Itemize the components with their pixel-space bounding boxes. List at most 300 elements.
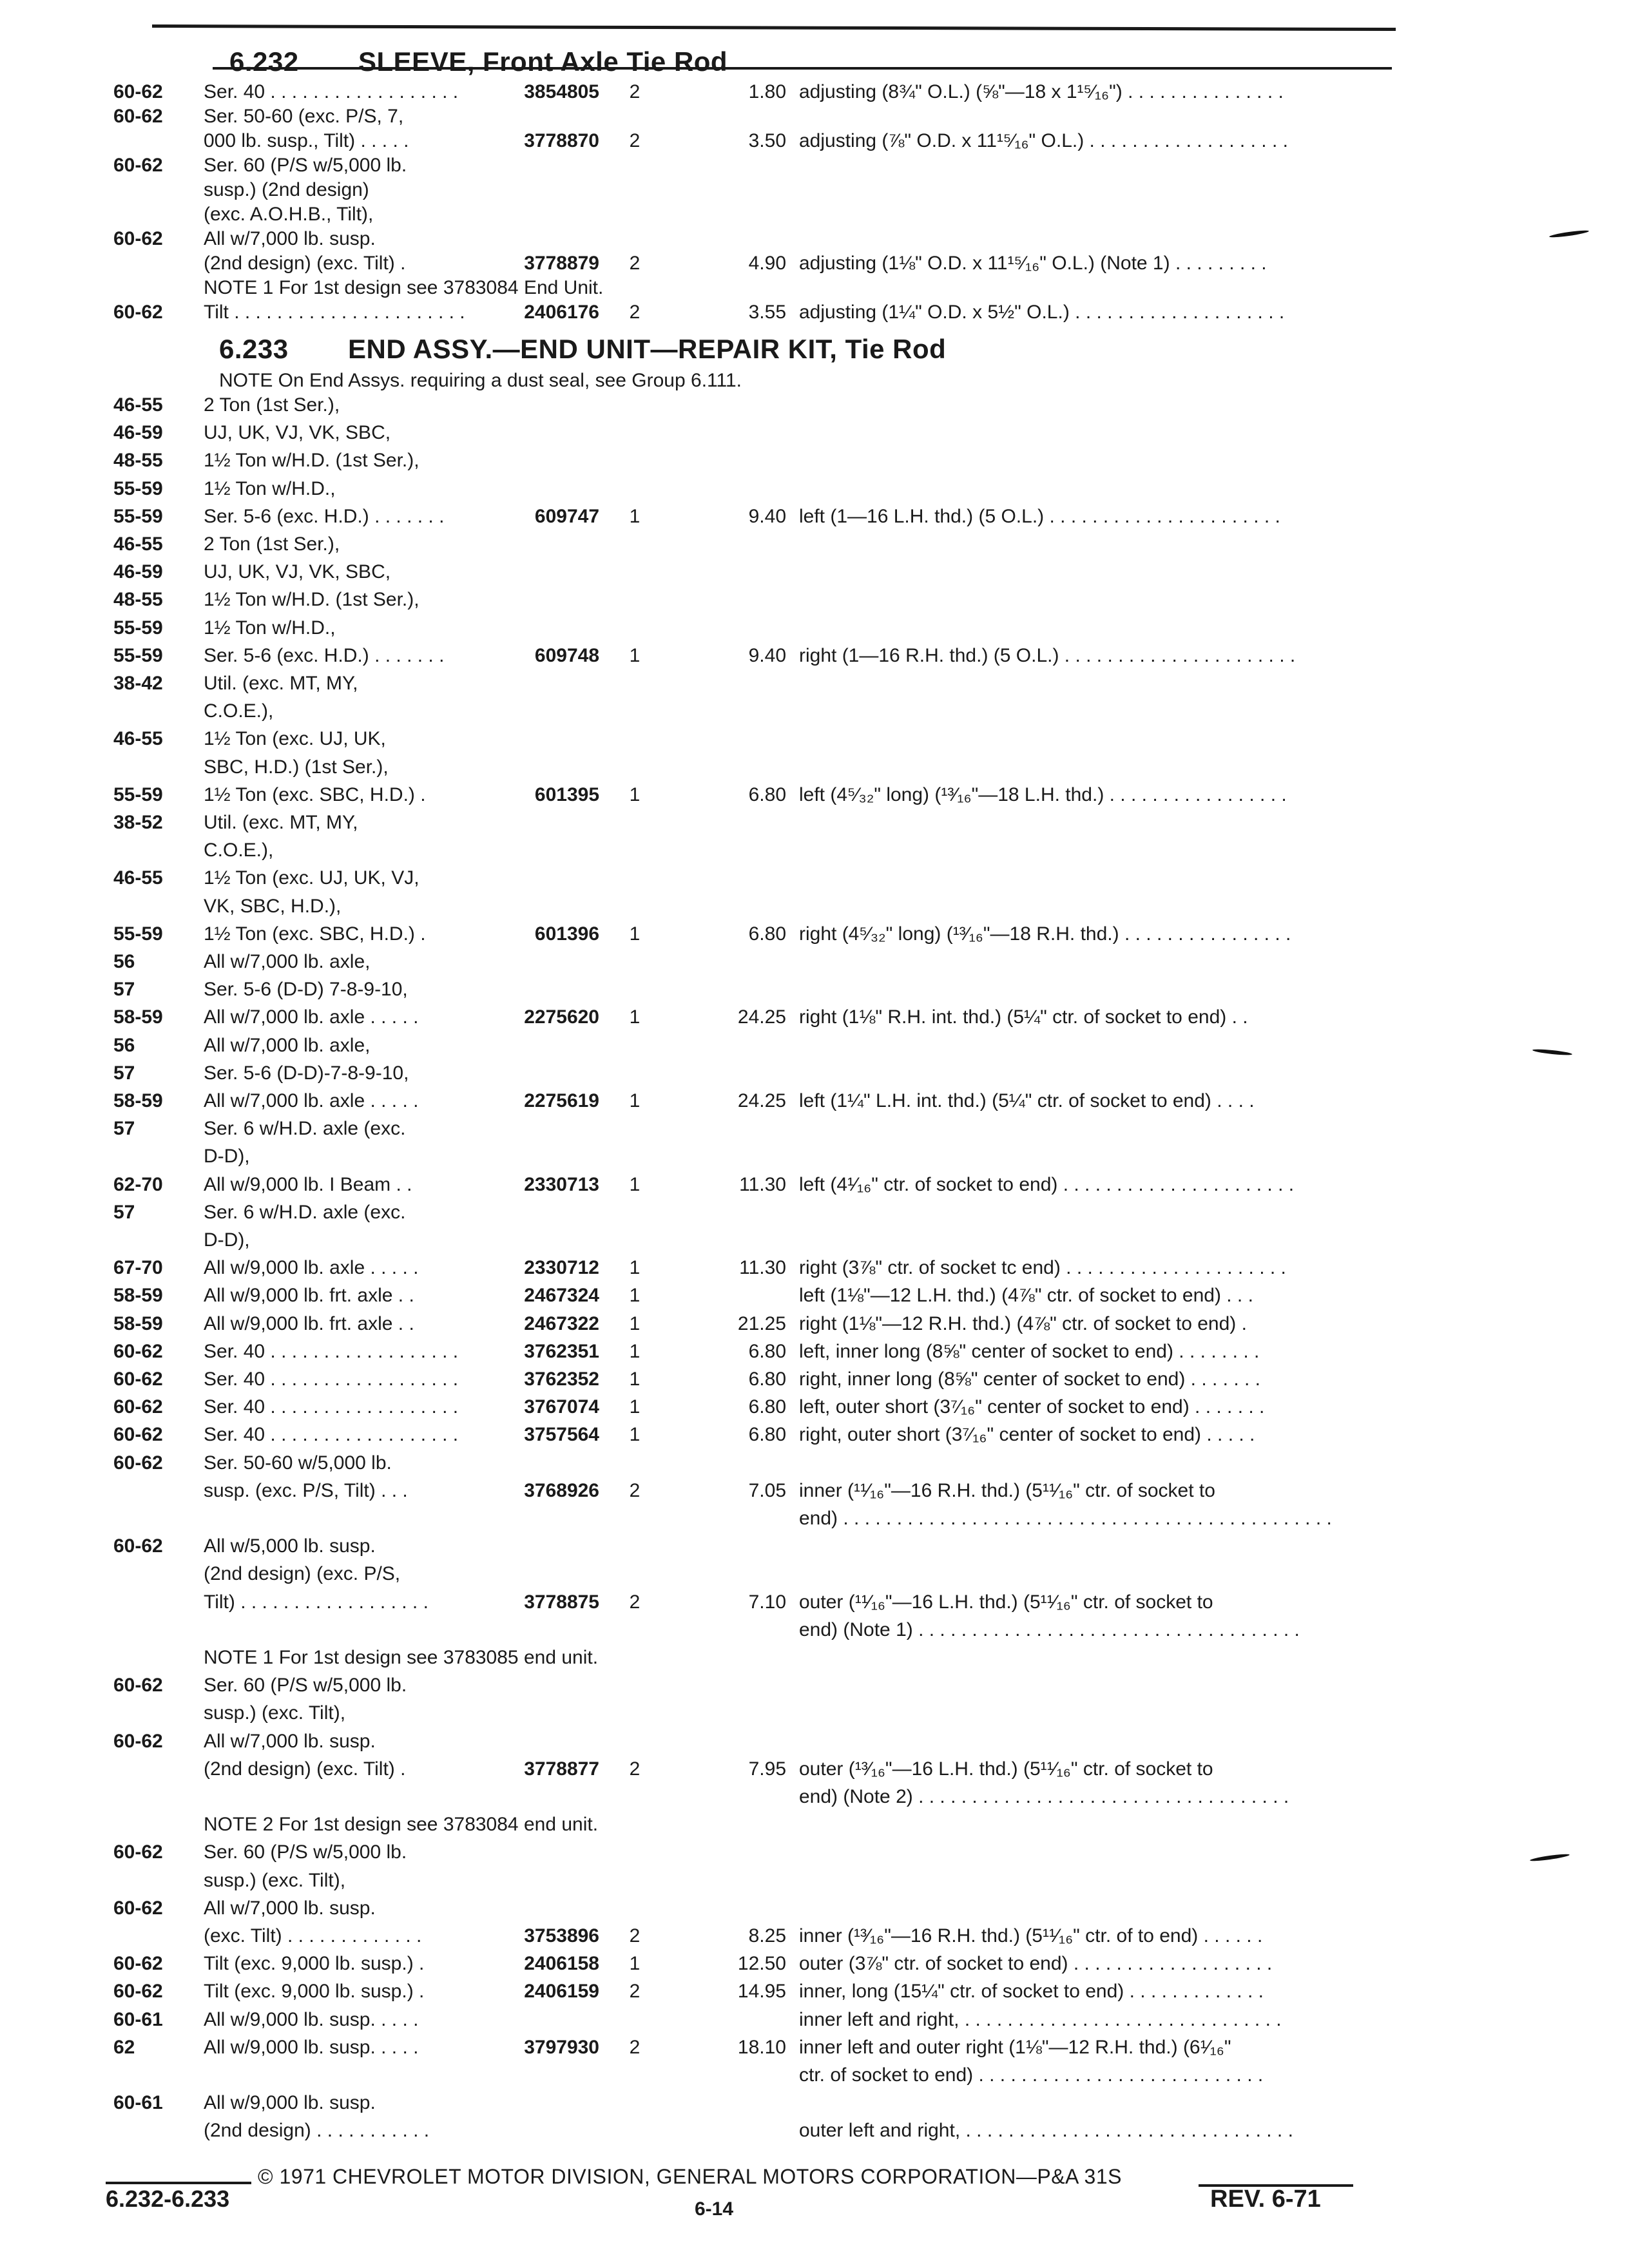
model-years: 55-59: [113, 505, 163, 527]
model-years: 56: [113, 1034, 135, 1056]
application: Ser. 50-60 w/5,000 lb.: [204, 1452, 392, 1474]
parts-row: [0, 1006, 1629, 1028]
application: Ser. 5-6 (D-D)-7-8-9-10,: [204, 1062, 409, 1084]
parts-row: [0, 1508, 1629, 1530]
price: 24.25: [737, 1090, 786, 1111]
part-number: 2406176: [524, 302, 599, 323]
parts-row: [0, 253, 1629, 274]
part-number: 3778875: [524, 1591, 599, 1613]
application: susp.) (exc. Tilt),: [204, 1869, 346, 1891]
price: 4.90: [748, 253, 786, 274]
parts-row: [0, 533, 1629, 555]
model-years: 57: [113, 979, 135, 1001]
application: 1½ Ton w/H.D. (1st Ser.),: [204, 589, 419, 611]
model-years: 60-62: [113, 1424, 163, 1446]
quantity: 2: [629, 1758, 641, 1780]
application: Ser. 50-60 (exc. P/S, 7,: [204, 106, 404, 127]
application: D-D),: [204, 1146, 250, 1168]
model-years: 58-59: [113, 1285, 163, 1307]
model-years: 57: [113, 1201, 135, 1223]
parts-row: [0, 179, 1629, 201]
quantity: 1: [629, 1424, 641, 1446]
model-years: 57: [113, 1062, 135, 1084]
description: left, inner long (8⅝" center of socket to end) . . . . . . . .: [799, 1340, 1260, 1362]
application: All w/7,000 lb. axle,: [204, 951, 371, 972]
description: left (4¹⁄₁₆" ctr. of socket to end) . . . . . . . . . . . . . . . . . . . . . .: [799, 1173, 1295, 1195]
parts-row: [0, 1981, 1629, 2003]
application: All w/9,000 lb. susp. . . . .: [204, 2008, 419, 2030]
quantity: 1: [629, 1312, 641, 1334]
model-years: 55-59: [113, 617, 163, 639]
description: end) (Note 1) . . . . . . . . . . . . . . . . . . . . . . . . . . . . . . . . . . . .: [799, 1619, 1300, 1640]
model-years: 60-62: [113, 1981, 163, 2003]
part-number: 601395: [534, 783, 599, 805]
description: right (1⅛"—12 R.H. thd.) (4⅞" ctr. of socket to end) .: [799, 1312, 1247, 1334]
parts-row: [0, 1953, 1629, 1975]
price: 9.40: [748, 505, 786, 527]
top-rule: [152, 24, 1396, 31]
description: inner left and right, . . . . . . . . . . . . . . . . . . . . . . . . . . . . . .: [799, 2008, 1282, 2030]
part-number: 3797930: [524, 2036, 599, 2058]
application: (exc. Tilt) . . . . . . . . . . . . .: [204, 1925, 422, 1946]
application: NOTE 1 For 1st design see 3783085 end unit.: [204, 1647, 599, 1668]
parts-row: [0, 1285, 1629, 1307]
part-number: 3768926: [524, 1479, 599, 1501]
parts-row: [0, 1814, 1629, 1836]
section-heading-6-233: [219, 334, 946, 365]
application: All w/9,000 lb. frt. axle . .: [204, 1285, 414, 1307]
price: 3.55: [748, 302, 786, 323]
application: All w/7,000 lb. susp.: [204, 1897, 376, 1919]
model-years: 58-59: [113, 1006, 163, 1028]
model-years: 60-62: [113, 1396, 163, 1418]
application: UJ, UK, VJ, VK, SBC,: [204, 561, 391, 583]
parts-row: [0, 1229, 1629, 1251]
parts-row: [0, 951, 1629, 973]
application: SBC, H.D.) (1st Ser.),: [204, 756, 389, 778]
parts-row: [0, 1758, 1629, 1780]
description: left (4⁵⁄₃₂" long) (¹³⁄₁₆"—18 L.H. thd.) . . . . . . . . . . . . . . . . .: [799, 783, 1287, 805]
application: susp.) (2nd design): [204, 179, 369, 200]
price: 7.95: [748, 1758, 786, 1780]
application: Tilt . . . . . . . . . . . . . . . . . . . . . .: [204, 302, 465, 323]
parts-row: [0, 1396, 1629, 1418]
copyright-line: © 1971 CHEVROLET MOTOR DIVISION, GENERAL MOTORS CORPORATION—P&A 31S: [258, 2165, 1122, 2188]
application: Ser. 40 . . . . . . . . . . . . . . . . . .: [204, 1369, 459, 1390]
application: Ser. 60 (P/S w/5,000 lb.: [204, 1675, 407, 1696]
price: 1.80: [748, 81, 786, 102]
part-number: 3778877: [524, 1758, 599, 1780]
application: Ser. 40 . . . . . . . . . . . . . . . . . .: [204, 1396, 459, 1418]
parts-row: [0, 812, 1629, 834]
description: left (1⅛"—12 L.H. thd.) (4⅞" ctr. of socket to end) . . .: [799, 1285, 1253, 1307]
model-years: 62: [113, 2036, 135, 2058]
price: 6.80: [748, 1340, 786, 1362]
model-years: 60-61: [113, 2008, 163, 2030]
parts-row: [0, 155, 1629, 177]
quantity: 2: [629, 2036, 641, 2058]
application: Tilt (exc. 9,000 lb. susp.) .: [204, 1953, 425, 1975]
description: outer (¹³⁄₁₆"—16 L.H. thd.) (5¹¹⁄₁₆" ctr. of socket to: [799, 1758, 1213, 1780]
parts-row: [0, 645, 1629, 667]
part-number: 609747: [534, 505, 599, 527]
price: 3.50: [748, 130, 786, 151]
price: 6.80: [748, 1369, 786, 1390]
description: adjusting (8¾" O.L.) (⅝"—18 x 1¹⁵⁄₁₆") . . . . . . . . . . . . . . .: [799, 81, 1284, 102]
model-years: 58-59: [113, 1090, 163, 1111]
parts-row: [0, 2120, 1629, 2142]
application: 1½ Ton (exc. SBC, H.D.) .: [204, 923, 426, 945]
parts-row: [0, 923, 1629, 945]
footer-rule-left: [106, 2182, 251, 2184]
part-number: 2275619: [524, 1090, 599, 1111]
quantity: 1: [629, 1953, 641, 1975]
parts-row: [0, 1174, 1629, 1196]
model-years: 60-62: [113, 1452, 163, 1474]
application: Tilt) . . . . . . . . . . . . . . . . . .: [204, 1591, 429, 1613]
parts-row: [0, 130, 1629, 152]
quantity: 2: [629, 1479, 641, 1501]
application: All w/9,000 lb. axle . . . . .: [204, 1257, 419, 1279]
parts-row: [0, 2009, 1629, 2031]
application: UJ, UK, VJ, VK, SBC,: [204, 422, 391, 444]
model-years: 48-55: [113, 450, 163, 472]
parts-row: [0, 840, 1629, 861]
model-years: 55-59: [113, 783, 163, 805]
part-number: 2406158: [524, 1953, 599, 1975]
price: 12.50: [737, 1953, 786, 1975]
description: right (1—16 R.H. thd.) (5 O.L.) . . . . . . . . . . . . . . . . . . . . . .: [799, 644, 1296, 666]
part-number: 2467324: [524, 1285, 599, 1307]
description: ctr. of socket to end) . . . . . . . . . . . . . . . . . . . . . . . . . . .: [799, 2064, 1264, 2086]
description: inner (¹¹⁄₁₆"—16 R.H. thd.) (5¹¹⁄₁₆" ctr. of socket to: [799, 1479, 1215, 1501]
application: All w/7,000 lb. susp.: [204, 1730, 376, 1752]
model-years: 46-55: [113, 867, 163, 889]
parts-row: [0, 106, 1629, 128]
parts-row: [0, 1313, 1629, 1335]
parts-row: [0, 1341, 1629, 1363]
model-years: 60-62: [113, 106, 163, 127]
price: 6.80: [748, 1424, 786, 1446]
parts-row: [0, 2037, 1629, 2059]
description: left (1—16 L.H. thd.) (5 O.L.) . . . . . . . . . . . . . . . . . . . . . .: [799, 505, 1280, 527]
model-years: 60-62: [113, 155, 163, 176]
description: left (1¼" L.H. int. thd.) (5¼" ctr. of socket to end) . . . .: [799, 1090, 1255, 1111]
application: Ser. 60 (P/S w/5,000 lb.: [204, 155, 407, 176]
parts-row: [0, 784, 1629, 806]
price: 14.95: [737, 1981, 786, 2003]
section-heading-6-232: [229, 46, 728, 77]
description: right (1⅛" R.H. int. thd.) (5¼" ctr. of socket to end) . .: [799, 1006, 1248, 1028]
application: Ser. 40 . . . . . . . . . . . . . . . . . .: [204, 1340, 459, 1362]
application: D-D),: [204, 1229, 250, 1251]
application: Tilt (exc. 9,000 lb. susp.) .: [204, 1981, 425, 2003]
price: 6.80: [748, 1396, 786, 1418]
application: Ser. 5-6 (exc. H.D.) . . . . . . .: [204, 505, 445, 527]
model-years: 60-62: [113, 1675, 163, 1696]
quantity: 1: [629, 1285, 641, 1307]
description: inner (¹³⁄₁₆"—16 R.H. thd.) (5¹¹⁄₁₆" ctr. of to end) . . . . . .: [799, 1925, 1263, 1946]
section-reference: 6.232-6.233: [106, 2186, 230, 2212]
price: 7.10: [748, 1591, 786, 1613]
part-number: 2330713: [524, 1173, 599, 1195]
part-number: 3778879: [524, 253, 599, 274]
part-number: 2275620: [524, 1006, 599, 1028]
price: 21.25: [737, 1312, 786, 1334]
price: 9.40: [748, 644, 786, 666]
quantity: 1: [629, 1369, 641, 1390]
application: 1½ Ton w/H.D. (1st Ser.),: [204, 450, 419, 472]
quantity: 1: [629, 644, 641, 666]
quantity: 2: [629, 253, 641, 274]
application: All w/9,000 lb. susp. . . . .: [204, 2036, 419, 2058]
price: 6.80: [748, 783, 786, 805]
application: Util. (exc. MT, MY,: [204, 812, 358, 833]
parts-row: [0, 277, 1629, 299]
description: adjusting (1⅛" O.D. x 11¹⁵⁄₁₆" O.L.) (Note 1) . . . . . . . . .: [799, 253, 1267, 274]
application: 2 Ton (1st Ser.),: [204, 394, 340, 416]
parts-row: [0, 422, 1629, 444]
part-number: 3767074: [524, 1396, 599, 1418]
application: (2nd design) (exc. Tilt) .: [204, 253, 406, 274]
description: outer (¹¹⁄₁₆"—16 L.H. thd.) (5¹¹⁄₁₆" ctr. of socket to: [799, 1591, 1213, 1613]
parts-row: [0, 561, 1629, 583]
model-years: 38-52: [113, 812, 163, 833]
application: Ser. 40 . . . . . . . . . . . . . . . . . .: [204, 81, 459, 102]
model-years: 55-59: [113, 644, 163, 666]
description: right, inner long (8⅝" center of socket to end) . . . . . . .: [799, 1369, 1261, 1390]
application: All w/7,000 lb. axle . . . . .: [204, 1090, 419, 1111]
application: 000 lb. susp., Tilt) . . . . .: [204, 130, 409, 151]
parts-row: [0, 1702, 1629, 1724]
parts-row: [0, 1062, 1629, 1084]
application: C.O.E.),: [204, 700, 274, 722]
model-years: 56: [113, 951, 135, 972]
part-number: 2330712: [524, 1257, 599, 1279]
application: All w/7,000 lb. susp.: [204, 228, 376, 249]
description: outer (3⅞" ctr. of socket to end) . . . . . . . . . . . . . . . . . . .: [799, 1953, 1273, 1975]
parts-row: [0, 81, 1629, 103]
parts-row: [0, 1786, 1629, 1808]
application: All w/9,000 lb. frt. axle . .: [204, 1312, 414, 1334]
model-years: 60-62: [113, 81, 163, 102]
application: NOTE 1 For 1st design see 3783084 End Unit.: [204, 277, 604, 298]
application: All w/5,000 lb. susp.: [204, 1535, 376, 1557]
parts-row: [0, 896, 1629, 918]
model-years: 60-62: [113, 1340, 163, 1362]
parts-row: [0, 617, 1629, 639]
parts-row: [0, 1257, 1629, 1279]
quantity: 2: [629, 81, 641, 102]
model-years: 62-70: [113, 1173, 163, 1195]
parts-row: [0, 1619, 1629, 1641]
quantity: 1: [629, 1173, 641, 1195]
page-number: 6-14: [695, 2198, 734, 2220]
parts-row: [0, 756, 1629, 778]
application: Ser. 5-6 (exc. H.D.) . . . . . . .: [204, 644, 445, 666]
parts-row: [0, 394, 1629, 416]
quantity: 1: [629, 1257, 641, 1279]
section-title: END ASSY.—END UNIT—REPAIR KIT, Tie Rod: [348, 334, 947, 364]
application: susp.) (exc. Tilt),: [204, 1702, 346, 1724]
application: 1½ Ton w/H.D.,: [204, 617, 336, 639]
description: right, outer short (3⁷⁄₁₆" center of socket to end) . . . . .: [799, 1424, 1255, 1446]
model-years: 60-62: [113, 1841, 163, 1863]
application: (exc. A.O.H.B., Tilt),: [204, 204, 374, 225]
description: outer left and right, . . . . . . . . . . . . . . . . . . . . . . . . . . . . . . .: [799, 2120, 1293, 2142]
application: Ser. 6 w/H.D. axle (exc.: [204, 1201, 406, 1223]
application: (2nd design) (exc. Tilt) .: [204, 1758, 406, 1780]
part-number: 2467322: [524, 1312, 599, 1334]
quantity: 1: [629, 1340, 641, 1362]
description: inner, long (15¼" ctr. of socket to end) . . . . . . . . . . . . .: [799, 1981, 1264, 2003]
description: right (4⁵⁄₃₂" long) (¹³⁄₁₆"—18 R.H. thd.) . . . . . . . . . . . . . . . .: [799, 923, 1291, 945]
model-years: 46-55: [113, 533, 163, 555]
quantity: 1: [629, 783, 641, 805]
parts-row: [0, 506, 1629, 528]
part-number: 601396: [534, 923, 599, 945]
quantity: 1: [629, 1090, 641, 1111]
part-number: 3762352: [524, 1369, 599, 1390]
quantity: 1: [629, 1006, 641, 1028]
application: NOTE 2 For 1st design see 3783084 end unit.: [204, 1814, 599, 1836]
parts-row: [0, 2092, 1629, 2114]
application: susp. (exc. P/S, Tilt) . . .: [204, 1479, 408, 1501]
parts-row: [0, 1675, 1629, 1696]
part-number: 3778870: [524, 130, 599, 151]
parts-row: [0, 867, 1629, 889]
model-years: 60-62: [113, 1369, 163, 1390]
parts-row: [0, 1035, 1629, 1057]
model-years: 46-59: [113, 422, 163, 444]
model-years: 46-55: [113, 394, 163, 416]
application: Ser. 60 (P/S w/5,000 lb.: [204, 1841, 407, 1863]
price: 8.25: [748, 1925, 786, 1946]
parts-row: [0, 1898, 1629, 1919]
application: (2nd design) . . . . . . . . . . .: [204, 2120, 430, 2142]
model-years: 60-62: [113, 302, 163, 323]
application: Ser. 40 . . . . . . . . . . . . . . . . . .: [204, 1424, 459, 1446]
application: All w/9,000 lb. I Beam . .: [204, 1173, 412, 1195]
parts-row: [0, 1841, 1629, 1863]
description: left, outer short (3⁷⁄₁₆" center of socket to end) . . . . . . .: [799, 1396, 1265, 1418]
parts-row: [0, 1870, 1629, 1892]
section-title: SLEEVE, Front Axle Tie Rod: [358, 46, 728, 77]
quantity: 2: [629, 1981, 641, 2003]
application: 1½ Ton (exc. UJ, UK, VJ,: [204, 867, 419, 889]
quantity: 2: [629, 1591, 641, 1613]
parts-row: [0, 204, 1629, 226]
parts-row: [0, 700, 1629, 722]
application: All w/7,000 lb. axle . . . . .: [204, 1006, 419, 1028]
parts-row: [0, 302, 1629, 323]
application: 1½ Ton w/H.D.,: [204, 477, 336, 499]
quantity: 1: [629, 505, 641, 527]
parts-row: [0, 1731, 1629, 1753]
application: All w/9,000 lb. susp.: [204, 2092, 376, 2114]
dust-seal-note: NOTE On End Assys. requiring a dust seal, see Group 6.111.: [219, 370, 742, 391]
part-number: 3753896: [524, 1925, 599, 1946]
application: 1½ Ton (exc. SBC, H.D.) .: [204, 783, 426, 805]
application: Ser. 6 w/H.D. axle (exc.: [204, 1118, 406, 1140]
parts-row: [0, 1452, 1629, 1474]
parts-row: [0, 1202, 1629, 1224]
model-years: 38-42: [113, 673, 163, 694]
parts-row: [0, 1146, 1629, 1168]
quantity: 1: [629, 1396, 641, 1418]
price: 24.25: [737, 1006, 786, 1028]
application: (2nd design) (exc. P/S,: [204, 1563, 401, 1585]
model-years: 57: [113, 1118, 135, 1140]
application: 2 Ton (1st Ser.),: [204, 533, 340, 555]
model-years: 60-61: [113, 2092, 163, 2114]
parts-row: [0, 228, 1629, 250]
price: 11.30: [739, 1173, 786, 1195]
section-number: 6.232: [229, 46, 299, 77]
part-number: 609748: [534, 644, 599, 666]
parts-row: [0, 450, 1629, 472]
model-years: 60-62: [113, 1730, 163, 1752]
section-number: 6.233: [219, 334, 289, 364]
application: All w/7,000 lb. axle,: [204, 1034, 371, 1056]
model-years: 67-70: [113, 1257, 163, 1279]
description: adjusting (1¼" O.D. x 5½" O.L.) . . . . . . . . . . . . . . . . . . . .: [799, 302, 1285, 323]
application: Ser. 5-6 (D-D) 7-8-9-10,: [204, 979, 408, 1001]
part-number: 3762351: [524, 1340, 599, 1362]
application: 1½ Ton (exc. UJ, UK,: [204, 728, 386, 750]
model-years: 60-62: [113, 228, 163, 249]
model-years: 46-59: [113, 561, 163, 583]
description: end) (Note 2) . . . . . . . . . . . . . . . . . . . . . . . . . . . . . . . . . . .: [799, 1786, 1289, 1807]
application: Util. (exc. MT, MY,: [204, 673, 358, 694]
model-years: 58-59: [113, 1312, 163, 1334]
part-number: 2406159: [524, 1981, 599, 2003]
parts-row: [0, 1118, 1629, 1140]
parts-row: [0, 478, 1629, 500]
description: adjusting (⅞" O.D. x 11¹⁵⁄₁₆" O.L.) . . . . . . . . . . . . . . . . . . .: [799, 130, 1288, 151]
parts-row: [0, 1925, 1629, 1947]
parts-row: [0, 1090, 1629, 1112]
model-years: 60-62: [113, 1535, 163, 1557]
price: 7.05: [748, 1479, 786, 1501]
quantity: 1: [629, 923, 641, 945]
model-years: 60-62: [113, 1897, 163, 1919]
quantity: 2: [629, 1925, 641, 1946]
revision-label: REV. 6-71: [1210, 2186, 1321, 2213]
model-years: 55-59: [113, 923, 163, 945]
parts-row: [0, 673, 1629, 695]
part-number: 3757564: [524, 1424, 599, 1446]
price: 11.30: [739, 1257, 786, 1279]
model-years: 60-62: [113, 1953, 163, 1975]
model-years: 48-55: [113, 589, 163, 611]
application: C.O.E.),: [204, 840, 274, 861]
parts-row: [0, 979, 1629, 1001]
parts-row: [0, 589, 1629, 611]
parts-row: [0, 2064, 1629, 2086]
price: 6.80: [748, 923, 786, 945]
price: 18.10: [737, 2036, 786, 2058]
application: VK, SBC, H.D.),: [204, 895, 342, 917]
description: right (3⅞" ctr. of socket tc end) . . . . . . . . . . . . . . . . . . . . .: [799, 1257, 1286, 1279]
quantity: 2: [629, 302, 641, 323]
parts-row: [0, 1591, 1629, 1613]
parts-row: [0, 1424, 1629, 1446]
model-years: 46-55: [113, 728, 163, 750]
description: end) . . . . . . . . . . . . . . . . . . . . . . . . . . . . . . . . . . . . . . . . . . . . . .: [799, 1508, 1332, 1529]
parts-row: [0, 1535, 1629, 1557]
parts-row: [0, 1647, 1629, 1669]
